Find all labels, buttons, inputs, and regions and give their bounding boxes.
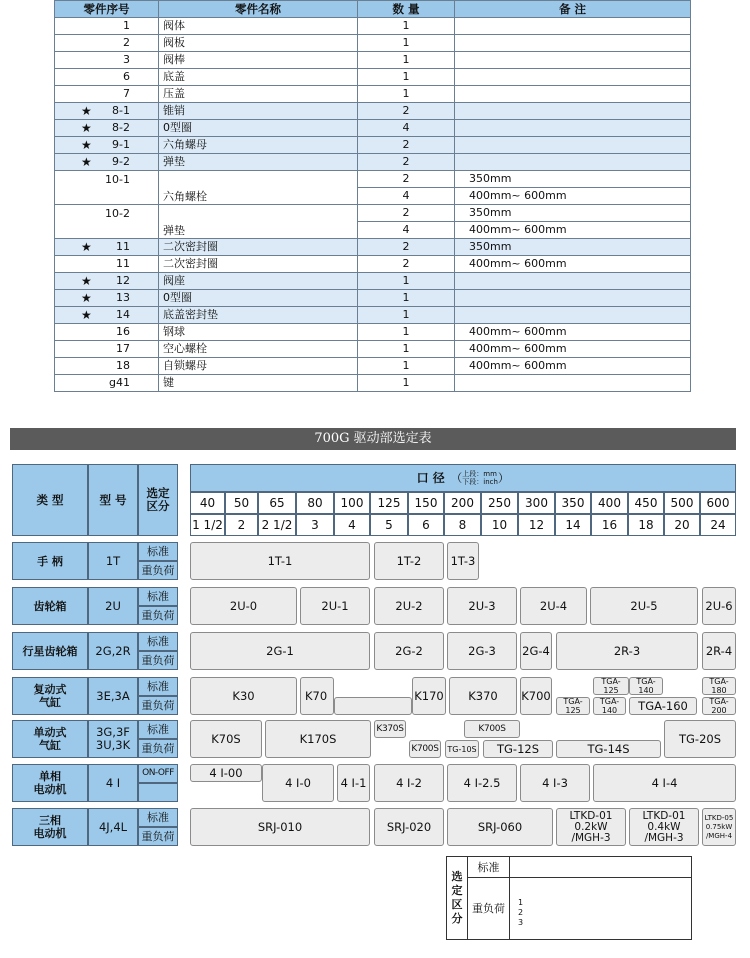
part-note — [455, 103, 691, 120]
part-qty: 4 — [358, 222, 455, 239]
zone-heavy: 重负荷 — [138, 606, 178, 625]
row-type: 单相 电动机 — [12, 764, 88, 802]
part-note — [455, 375, 691, 392]
part-qty: 2 — [358, 103, 455, 120]
caliber-inch: 2 1/2 — [258, 514, 296, 536]
part-name: 二次密封圈 — [159, 239, 358, 256]
cell-2r-3: 2R-3 — [556, 632, 698, 670]
caliber-mm: 150 — [408, 492, 444, 514]
caliber-inch: 16 — [591, 514, 628, 536]
caliber-inch: 1 1/2 — [190, 514, 225, 536]
part-note — [455, 35, 691, 52]
part-qty: 1 — [358, 290, 455, 307]
part-number: 2 — [55, 35, 159, 52]
part-qty: 1 — [358, 341, 455, 358]
cell-k30: K30 — [190, 677, 297, 715]
cell-4i-0: 4 I-0 — [262, 764, 334, 802]
part-qty: 2 — [358, 171, 455, 188]
caliber-mm: 40 — [190, 492, 225, 514]
part-note — [455, 69, 691, 86]
caliber-mm: 350 — [555, 492, 591, 514]
part-note: 400mm~ 600mm — [455, 222, 691, 239]
header-zone: 选定 区分 — [138, 464, 178, 536]
part-number: 7 — [55, 86, 159, 103]
cell-tga125-b: TGA-125 — [556, 697, 590, 715]
star-icon: ★ — [81, 104, 92, 118]
cell-4i-1: 4 I-1 — [337, 764, 370, 802]
parts-row — [55, 171, 691, 188]
part-number: ★ 8-1 — [55, 103, 159, 120]
caliber-mm: 50 — [225, 492, 258, 514]
part-name: 弹垫 — [159, 154, 358, 171]
cell-k170-step — [334, 697, 412, 715]
part-number: 10-1 — [55, 171, 159, 205]
part-note — [455, 86, 691, 103]
caliber-inch: 24 — [700, 514, 736, 536]
part-number: ★ 11 — [55, 239, 159, 256]
caliber-mm: 500 — [664, 492, 700, 514]
zone-heavy: 重负荷 — [138, 651, 178, 670]
parts-row — [55, 205, 691, 222]
part-qty: 1 — [358, 18, 455, 35]
cell-2g-3: 2G-3 — [447, 632, 517, 670]
row-model: 3G,3F 3U,3K — [88, 720, 138, 758]
cell-tg20s: TG-20S — [664, 720, 736, 758]
part-note: 400mm~ 600mm — [455, 341, 691, 358]
part-name: 弹垫 — [159, 205, 358, 239]
row-model: 2G,2R — [88, 632, 138, 670]
cell-2g-4: 2G-4 — [520, 632, 552, 670]
cell-k170s: K170S — [265, 720, 371, 758]
parts-row — [55, 290, 691, 307]
legend-heavy-values — [510, 878, 692, 940]
caliber-inch: 14 — [555, 514, 591, 536]
star-icon: ★ — [81, 274, 92, 288]
parts-row — [55, 256, 691, 273]
caliber-mm: 600 — [700, 492, 736, 514]
header-caliber: 口 径 （ 上段：mm 下段：inch ） — [190, 464, 736, 492]
part-name: 钢球 — [159, 324, 358, 341]
part-number: 16 — [55, 324, 159, 341]
cell-2g-1: 2G-1 — [190, 632, 370, 670]
cell-2u-6: 2U-6 — [702, 587, 736, 625]
cell-k700: K700 — [520, 677, 552, 715]
cell-2u-1: 2U-1 — [300, 587, 370, 625]
caliber-mm: 65 — [258, 492, 296, 514]
part-number: ★ 8-2 — [55, 120, 159, 137]
part-name: 阀板 — [159, 35, 358, 52]
zone-empty — [138, 783, 178, 802]
part-qty: 1 — [358, 324, 455, 341]
cell-2u-5: 2U-5 — [590, 587, 698, 625]
part-name: 阀座 — [159, 273, 358, 290]
cell-k170: K170 — [412, 677, 446, 715]
part-number: 10-2 — [55, 205, 159, 239]
cell-tg12s: TG-12S — [483, 740, 553, 758]
parts-row — [55, 69, 691, 86]
cell-tga125: TGA-125 — [593, 677, 629, 695]
cell-k370: K370 — [449, 677, 517, 715]
part-note: 400mm~ 600mm — [455, 324, 691, 341]
caliber-mm: 450 — [628, 492, 664, 514]
caliber-mm: 300 — [518, 492, 555, 514]
zone-standard: 标准 — [138, 808, 178, 827]
cell-4i-00: 4 I-00 — [190, 764, 262, 782]
cell-tg10s: TG-10S — [445, 740, 479, 758]
row-type: 齿轮箱 — [12, 587, 88, 625]
cell-tga140-b: TGA-140 — [593, 697, 626, 715]
part-qty: 2 — [358, 154, 455, 171]
parts-row — [55, 324, 691, 341]
caliber-unit — [462, 470, 498, 486]
parts-row — [55, 137, 691, 154]
parts-row — [55, 358, 691, 375]
row-model: 4 I — [88, 764, 138, 802]
star-icon: ★ — [81, 121, 92, 135]
part-note: 350mm — [455, 205, 691, 222]
row-type: 手 柄 — [12, 542, 88, 580]
part-number: ★ 9-2 — [55, 154, 159, 171]
cell-1t-3: 1T-3 — [447, 542, 479, 580]
part-note — [455, 137, 691, 154]
parts-row — [55, 52, 691, 69]
part-note: 400mm~ 600mm — [455, 188, 691, 205]
row-type: 单动式 气缸 — [12, 720, 88, 758]
parts-row — [55, 341, 691, 358]
caliber-inch: 18 — [628, 514, 664, 536]
cell-2r-4: 2R-4 — [702, 632, 736, 670]
parts-row — [55, 273, 691, 290]
cell-ltkd-01-02: LTKD-01 0.2kW /MGH-3 — [556, 808, 626, 846]
cell-k70s: K70S — [190, 720, 262, 758]
cell-tga140: TGA-140 — [629, 677, 663, 695]
cell-4i-2: 4 I-2 — [374, 764, 444, 802]
caliber-inch: 5 — [370, 514, 408, 536]
part-qty: 1 — [358, 69, 455, 86]
part-name: 六角螺母 — [159, 137, 358, 154]
cell-srj-010: SRJ-010 — [190, 808, 370, 846]
part-name: 锥销 — [159, 103, 358, 120]
zone-heavy: 重负荷 — [138, 827, 178, 846]
parts-row — [55, 239, 691, 256]
part-number: 18 — [55, 358, 159, 375]
part-note — [455, 273, 691, 290]
part-number: g41 — [55, 375, 159, 392]
part-qty: 1 — [358, 86, 455, 103]
parts-header-row — [55, 1, 691, 18]
caliber-mm: 80 — [296, 492, 334, 514]
legend-level: 2 — [518, 908, 524, 917]
cell-srj-020: SRJ-020 — [374, 808, 444, 846]
header-part-name: 零件名称 — [159, 1, 358, 18]
cell-k700s-b: K700S — [409, 740, 441, 758]
legend-heavy: 重负荷 — [468, 878, 510, 940]
part-number: ★ 14 — [55, 307, 159, 324]
caliber-unit-mm: 上段：mm — [462, 470, 497, 478]
parts-row — [55, 35, 691, 52]
part-qty: 1 — [358, 307, 455, 324]
row-type: 三相 电动机 — [12, 808, 88, 846]
legend-level: 3 — [518, 918, 524, 927]
part-name: 底盖 — [159, 69, 358, 86]
part-note — [455, 52, 691, 69]
row-model: 4J,4L — [88, 808, 138, 846]
cell-1t-2: 1T-2 — [374, 542, 444, 580]
legend-standard: 标准 — [468, 856, 510, 878]
part-note — [455, 120, 691, 137]
caliber-inch: 4 — [334, 514, 370, 536]
caliber-inch: 6 — [408, 514, 444, 536]
cell-tga200: TGA-200 — [702, 697, 736, 715]
part-number: 17 — [55, 341, 159, 358]
zone-standard: 标准 — [138, 720, 178, 739]
part-qty: 2 — [358, 137, 455, 154]
cell-2u-3: 2U-3 — [447, 587, 517, 625]
caliber-inch: 8 — [444, 514, 481, 536]
part-qty: 1 — [358, 273, 455, 290]
cell-2u-4: 2U-4 — [520, 587, 587, 625]
part-name: 空心螺栓 — [159, 341, 358, 358]
caliber-label: 口 径 — [416, 470, 445, 485]
zone-heavy: 重负荷 — [138, 561, 178, 580]
header-note: 备 注 — [455, 1, 691, 18]
part-qty: 2 — [358, 205, 455, 222]
part-number: 3 — [55, 52, 159, 69]
cell-2u-0: 2U-0 — [190, 587, 297, 625]
parts-row — [55, 86, 691, 103]
part-name: 键 — [159, 375, 358, 392]
part-name: 底盖密封垫 — [159, 307, 358, 324]
caliber-inch: 20 — [664, 514, 700, 536]
cell-k370s: K370S — [374, 720, 406, 738]
star-icon: ★ — [81, 155, 92, 169]
cell-1t-1: 1T-1 — [190, 542, 370, 580]
caliber-mm: 200 — [444, 492, 481, 514]
star-icon: ★ — [81, 291, 92, 305]
part-qty: 1 — [358, 52, 455, 69]
zone-onoff: ON-OFF — [138, 764, 178, 783]
part-note — [455, 307, 691, 324]
part-qty: 1 — [358, 35, 455, 52]
parts-row — [55, 375, 691, 392]
zone-standard: 标准 — [138, 542, 178, 561]
part-name: 自锁螺母 — [159, 358, 358, 375]
star-icon: ★ — [81, 138, 92, 152]
caliber-inch: 12 — [518, 514, 555, 536]
row-model: 3E,3A — [88, 677, 138, 715]
header-type: 类 型 — [12, 464, 88, 536]
row-model: 1T — [88, 542, 138, 580]
parts-row — [55, 18, 691, 35]
header-part-no: 零件序号 — [55, 1, 159, 18]
caliber-inch: 10 — [481, 514, 518, 536]
caliber-mm: 250 — [481, 492, 518, 514]
row-type: 行星齿轮箱 — [12, 632, 88, 670]
cell-srj-060: SRJ-060 — [447, 808, 553, 846]
star-icon: ★ — [81, 308, 92, 322]
caliber-inch: 3 — [296, 514, 334, 536]
part-number: 6 — [55, 69, 159, 86]
cell-4i-2.5: 4 I-2.5 — [447, 764, 517, 802]
row-model: 2U — [88, 587, 138, 625]
zone-heavy: 重负荷 — [138, 696, 178, 715]
parts-body — [55, 18, 691, 392]
parts-row — [55, 120, 691, 137]
parts-row — [55, 103, 691, 120]
part-note: 400mm~ 600mm — [455, 358, 691, 375]
legend-level: 1 — [518, 898, 524, 907]
part-name: 0型圈 — [159, 290, 358, 307]
selection-title: 700G 驱动部选定表 — [10, 428, 736, 450]
part-qty: 4 — [358, 188, 455, 205]
cell-2g-2: 2G-2 — [374, 632, 444, 670]
cell-tga160: TGA-160 — [629, 697, 697, 715]
parts-row — [55, 154, 691, 171]
part-note: 400mm~ 600mm — [455, 256, 691, 273]
parts-row — [55, 307, 691, 324]
star-icon: ★ — [81, 240, 92, 254]
header-model: 型 号 — [88, 464, 138, 536]
zone-standard: 标准 — [138, 632, 178, 651]
row-type: 复动式 气缸 — [12, 677, 88, 715]
caliber-mm: 400 — [591, 492, 628, 514]
part-qty: 1 — [358, 375, 455, 392]
part-note — [455, 154, 691, 171]
part-note — [455, 290, 691, 307]
caliber-unit-inch: 下段：inch — [462, 478, 498, 486]
zone-heavy: 重负荷 — [138, 739, 178, 758]
part-number: 11 — [55, 256, 159, 273]
header-qty: 数 量 — [358, 1, 455, 18]
cell-4i-3: 4 I-3 — [520, 764, 590, 802]
cell-ltkd-05: LTKD-05 0.75kW /MGH-4 — [702, 808, 736, 846]
part-note: 350mm — [455, 171, 691, 188]
legend-standard-value — [510, 856, 692, 878]
part-name: 二次密封圈 — [159, 256, 358, 273]
part-note — [455, 18, 691, 35]
parts-table — [54, 0, 691, 392]
zone-standard: 标准 — [138, 677, 178, 696]
part-name: 阀棒 — [159, 52, 358, 69]
part-note: 350mm — [455, 239, 691, 256]
cell-k700s: K700S — [464, 720, 520, 738]
cell-2u-2: 2U-2 — [374, 587, 444, 625]
part-name: 六角螺栓 — [159, 171, 358, 205]
part-qty: 2 — [358, 256, 455, 273]
caliber-inch: 2 — [225, 514, 258, 536]
cell-tg14s: TG-14S — [556, 740, 661, 758]
part-name: 阀体 — [159, 18, 358, 35]
cell-tga180: TGA-180 — [702, 677, 736, 695]
legend-side: 选 定 区 分 — [446, 856, 468, 940]
part-qty: 2 — [358, 239, 455, 256]
part-name: 压盖 — [159, 86, 358, 103]
cell-k70: K70 — [300, 677, 334, 715]
part-name: 0型圈 — [159, 120, 358, 137]
part-number: ★ 9-1 — [55, 137, 159, 154]
caliber-mm: 100 — [334, 492, 370, 514]
zone-standard: 标准 — [138, 587, 178, 606]
part-qty: 4 — [358, 120, 455, 137]
caliber-mm: 125 — [370, 492, 408, 514]
cell-4i-4: 4 I-4 — [593, 764, 736, 802]
part-qty: 1 — [358, 358, 455, 375]
part-number: ★ 12 — [55, 273, 159, 290]
part-number: ★ 13 — [55, 290, 159, 307]
part-number: 1 — [55, 18, 159, 35]
cell-ltkd-01-04: LTKD-01 0.4kW /MGH-3 — [629, 808, 699, 846]
